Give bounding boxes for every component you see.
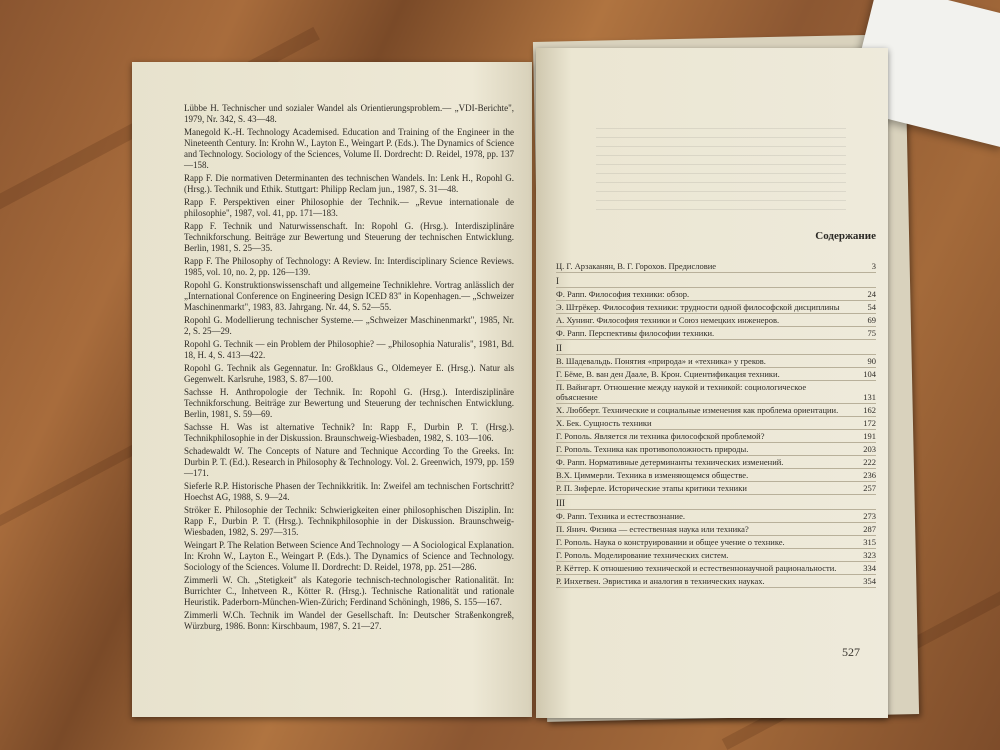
toc-entry-title: А. Хунинг. Философия техники и Союз немецких инженеров.: [556, 315, 780, 325]
right-page: [536, 48, 888, 718]
toc-entry-title: Э. Штрёкер. Философия техники: трудности одной философской дисциплины: [556, 302, 840, 312]
toc-entry: [556, 443, 876, 456]
toc-entry: [556, 430, 876, 443]
reference-entry: Lübbe H. Technischer und sozialer Wandel als Orientierungsproblem.— „VDI-Berichte", 1979, Nr. 342, S. 43—48.: [184, 103, 514, 124]
toc-entry-title: П. Янич. Физика — естественная наука или техника?: [556, 524, 749, 534]
toc-entry: [556, 523, 876, 536]
toc-entry: [556, 368, 876, 381]
toc-entry: [556, 301, 876, 314]
toc-entry: [556, 355, 876, 368]
toc-entry-page: 172: [863, 418, 876, 428]
toc-entry-page: 315: [863, 537, 876, 547]
toc-entry-title: Ф. Рапп. Нормативные детерминанты технических изменений.: [556, 457, 784, 467]
reference-entry: Rapp F. Technik und Naturwissenschaft. In: Ropohl G. (Hrsg.). Interdisziplinäre Technikforschung. Beiträge zur Bewertung und Steuerung der technischen Entwicklung. Berlin, 1981, S. 25—35.: [184, 221, 514, 253]
reference-entry: Rapp F. Perspektiven einer Philosophie der Technik.— „Revue internationale de philosophie", 1987, vol. 41, pp. 171—183.: [184, 197, 514, 218]
toc-entry-title: Х. Бек. Сущность техники: [556, 418, 652, 428]
toc-entry-page: 162: [863, 405, 876, 415]
toc-entry: [556, 536, 876, 549]
reference-entry: Rapp F. Die normativen Determinanten des technischen Wandels. In: Lenk H., Ropohl G. (Hrsg.). Technik und Ethik. Stuttgart: Philipp Reclam jun., 1987, S. 31—48.: [184, 173, 514, 194]
toc-entry-title: Г. Бёме, В. ван ден Даале, В. Крон. Сциентификация техники.: [556, 369, 780, 379]
reference-entry: Weingart P. The Relation Between Science And Technology — A Sociological Explanation. In: Krohn W., Layton E., Weingart P. (Eds.). The Dynamics of Science and Technology. Sociology of the Sciences. Volume II. Dordrecht: D. Reidel, 1978, pp. 251—286.: [184, 540, 514, 572]
toc-entry-page: 24: [867, 289, 876, 299]
page-number: 527: [842, 645, 860, 659]
toc-entry-title: Г. Рополь. Наука о конструировании и общее учение о технике.: [556, 537, 785, 547]
toc-entry-title: Г. Рополь. Является ли техника философской проблемой?: [556, 431, 765, 441]
toc-section-heading: I: [556, 273, 876, 288]
toc-entry-page: 75: [867, 328, 876, 338]
toc-entry: [556, 404, 876, 417]
reference-entry: Ropohl G. Modellierung technischer Systeme.— „Schweizer Maschinenmarkt", 1985, Nr. 2, S. 25—29.: [184, 315, 514, 336]
toc-entry-page: 104: [863, 369, 876, 379]
toc-entry-title: Х. Любберт. Технические и социальные изменения как проблема ориентации.: [556, 405, 839, 415]
toc-entry-page: 273: [863, 511, 876, 521]
toc-entry-page: 257: [863, 483, 876, 493]
reference-entry: Zimmerli W.Ch. Technik im Wandel der Gesellschaft. In: Deutscher Straßenkongreß, Würzburg, 1986. Bonn: Kirschbaum, 1987, S. 21—27.: [184, 610, 514, 631]
toc-entry-title: Ф. Рапп. Техника и естествознание.: [556, 511, 685, 521]
reference-list: [184, 103, 514, 634]
reference-entry: Ropohl G. Technik als Gegennatur. In: Großklaus G., Oldemeyer E. (Hrsg.). Natur als Gegenwelt. Karlsruhe, 1983, S. 87—100.: [184, 363, 514, 384]
toc-entry: [556, 260, 876, 273]
table-of-contents: [556, 260, 876, 588]
toc-entry-page: 334: [863, 563, 876, 573]
reference-entry: Sachsse H. Anthropologie der Technik. In: Ropohl G. (Hrsg.). Interdisziplinäre Technikforschung. Beiträge zur Bewertung und Steuerung der technischen Entwicklung. Berlin, 1981, S. 59—69.: [184, 387, 514, 419]
reference-entry: Ropohl G. Konstruktionswissenschaft und allgemeine Techniklehre. Vortrag anlässlich der „International Conference on Engineering Design ICED 83" in Kopenhagen.— „Schweizer Maschinenmarkt", 1983, 83. Jahrgang. Nr. 44, S. 52—55.: [184, 280, 514, 312]
toc-entry-title: Г. Рополь. Моделирование технических систем.: [556, 550, 729, 560]
toc-entry: [556, 469, 876, 482]
toc-entry-page: 323: [863, 550, 876, 560]
toc-entry-page: 222: [863, 457, 876, 467]
toc-entry-title: Р. П. Зиферле. Исторические этапы критики техники: [556, 483, 747, 493]
toc-entry-title: Ф. Рапп. Философия техники: обзор.: [556, 289, 690, 299]
toc-entry-page: 354: [863, 576, 876, 586]
left-page: [132, 62, 532, 717]
toc-entry: [556, 327, 876, 340]
reference-entry: Ströker E. Philosophie der Technik: Schwierigkeiten einer philosophischen Disziplin. In: Rapp F., Durbin P. T. (Hrsg.). Technikphilosophie in der Diskussion. Braunschweig-Wiesbaden, 1982, S. 297—315.: [184, 505, 514, 537]
toc-entry: [556, 417, 876, 430]
toc-entry: [556, 562, 876, 575]
reference-entry: Sieferle R.P. Historische Phasen der Technikkritik. In: Zweifel am technischen Fortschritt? Hoechst AG, 1988, S. 9—24.: [184, 481, 514, 502]
toc-entry-page: 3: [871, 261, 876, 271]
toc-entry: [556, 456, 876, 469]
toc-entry-title: П. Вайнгарт. Отношение между наукой и техникой: социологическое объяснение: [556, 382, 807, 402]
toc-entry-title: В.Х. Циммерли. Техника в изменяющемся обществе.: [556, 470, 749, 480]
bleed-through-text: [596, 128, 846, 218]
toc-entry: [556, 381, 876, 404]
toc-entry: [556, 288, 876, 301]
reference-entry: Sachsse H. Was ist alternative Technik? In: Rapp F., Durbin P. T. (Hrsg.). Technikphilosophie in der Diskussion. Braunschweig-Wiesbaden, 1982, S. 103—106.: [184, 422, 514, 443]
toc-entry-title: Г. Рополь. Техника как противоположность природы.: [556, 444, 749, 454]
toc-entry-page: 69: [867, 315, 876, 325]
toc-entry: [556, 482, 876, 495]
toc-entry-page: 90: [867, 356, 876, 366]
reference-entry: Zimmerli W. Ch. „Stetigkeit" als Kategorie technisch-technologischer Rationalität. In: Burrichter C., Inhetveen R., Kötter R. (Hrsg.). Technische Rationalität und rationale Heuristik. Paderborn-München-Wien-Zürich; Ferdinand Schöningh, 1986, S. 155—167.: [184, 575, 514, 607]
toc-entry-page: 203: [863, 444, 876, 454]
toc-entry-page: 131: [863, 392, 876, 402]
toc-section-heading: II: [556, 340, 876, 355]
toc-entry: [556, 314, 876, 327]
reference-entry: Rapp F. The Philosophy of Technology: A Review. In: Interdisciplinary Science Reviews. 1985, vol. 10, no. 2, pp. 126—139.: [184, 256, 514, 277]
toc-entry-title: Ц. Г. Арзаканян, В. Г. Горохов. Предисловие: [556, 261, 717, 271]
toc-entry-title: Ф. Рапп. Перспективы философии техники.: [556, 328, 715, 338]
toc-title: Содержание: [815, 230, 876, 242]
reference-entry: Schadewaldt W. The Concepts of Nature and Technique According To the Greeks. In: Durbin P. T. (Ed.). Research in Philosophy & Technology. Vol. 2. Greenwich, 1979, pp. 159—171.: [184, 446, 514, 478]
toc-entry: [556, 510, 876, 523]
reference-entry: Ropohl G. Technik — ein Problem der Philosophie? — „Philosophia Naturalis", 1981, Bd. 18, H. 4, S. 413—422.: [184, 339, 514, 360]
toc-entry: [556, 575, 876, 588]
toc-entry-title: Р. Кёттер. К отношению технической и естественнонаучной рациональности.: [556, 563, 837, 573]
toc-entry-page: 54: [867, 302, 876, 312]
toc-entry: [556, 549, 876, 562]
toc-entry-title: Р. Инхетвен. Эвристика и аналогия в технических науках.: [556, 576, 765, 586]
toc-entry-page: 191: [863, 431, 876, 441]
toc-entry-page: 236: [863, 470, 876, 480]
toc-entry-title: В. Шадевальдь. Понятия «природа» и «техника» у греков.: [556, 356, 766, 366]
toc-entry-page: 287: [863, 524, 876, 534]
reference-entry: Manegold K.-H. Technology Academised. Education and Training of the Engineer in the Nineteenth Century. In: Krohn W., Layton E., Weingart P. (Eds.). The Dynamics of Science and Technology. Sociology of the Sciences, Volume II. Dordrecht: D. Reidel, 1978, pp. 137—158.: [184, 127, 514, 170]
toc-section-heading: III: [556, 495, 876, 510]
